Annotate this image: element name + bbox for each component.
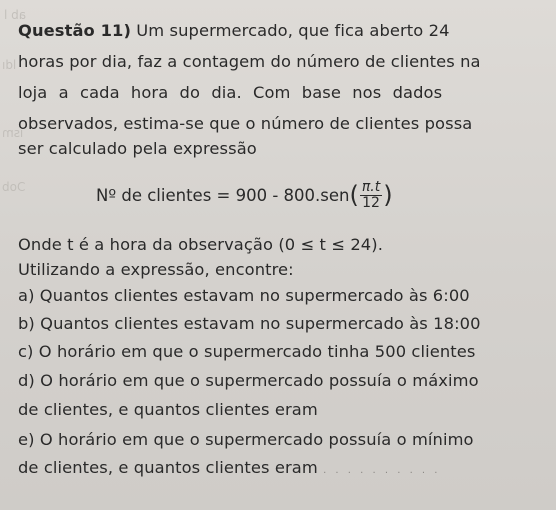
question-intro-line: loja a cada hora do dia. Com base nos dados (18, 83, 443, 102)
formula (96, 178, 393, 212)
formula-open-paren: ( (349, 181, 359, 209)
bleed-through-mark: ısm (2, 126, 24, 140)
item-b: b) Quantos clientes estavam no supermercado às 18:00 (18, 314, 481, 333)
question-intro-line: Um supermercado, que fica aberto 24 (136, 21, 450, 40)
instruction-text: Utilizando a expressão, encontre: (18, 260, 294, 279)
condition-text: Onde t é a hora da observação (0 ≤ t ≤ 24). (18, 235, 383, 254)
question-intro-line: observados, estima-se que o número de clientes possa (18, 114, 473, 133)
item-d-continuation: de clientes, e quantos clientes eram (18, 400, 318, 419)
item-e: e) O horário em que o supermercado possuía o mínimo (18, 430, 474, 449)
item-e-continuation-text: de clientes, e quantos clientes eram (18, 458, 318, 477)
formula-close-paren: ) (383, 181, 393, 209)
formula-denominator: 12 (362, 194, 380, 211)
item-c: c) O horário em que o supermercado tinha 500 clientes (18, 342, 476, 361)
formula-fraction (360, 180, 382, 211)
item-a: a) Quantos clientes estavam no supermercado às 6:00 (18, 286, 470, 305)
question-first-line (18, 21, 450, 40)
question-title: Questão 11) (18, 21, 131, 40)
question-intro-line: ser calculado pela expressão (18, 139, 257, 158)
question-intro-line: horas por dia, faz a contagem do número de clientes na (18, 52, 481, 71)
bleed-through-mark: ldı (2, 58, 17, 72)
bleed-through-mark: ab l (4, 8, 27, 22)
item-d: d) O horário em que o supermercado possuía o máximo (18, 371, 479, 390)
formula-lhs: Nº de clientes = 900 - 800.sen (96, 185, 350, 205)
bleed-through-mark: Ɔob (2, 180, 26, 194)
formula-numerator: π.t (361, 178, 381, 195)
answer-blank-dots: . . . . . . . . . . (323, 465, 441, 476)
item-e-continuation (18, 458, 440, 477)
